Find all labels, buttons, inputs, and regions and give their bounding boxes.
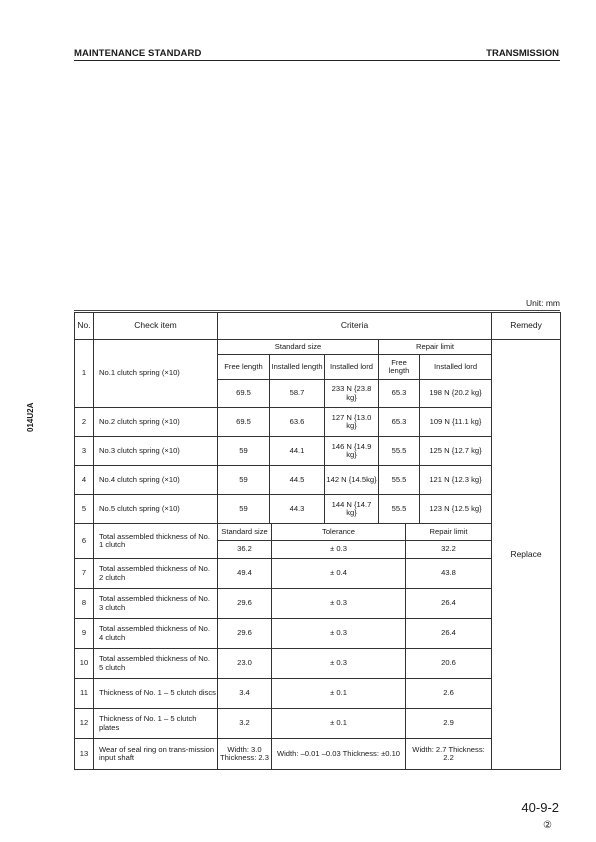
spring-3-rl-load: 125 N {12.7 kg} [420, 437, 492, 466]
row-6-std: 36.2 [218, 541, 272, 559]
rl-installed-lord-label: Installed lord [420, 355, 492, 380]
spring-4-installed-load: 142 N {14.5kg} [325, 466, 379, 495]
row-8-limit: 26.4 [406, 589, 492, 619]
spring-3-item: No.3 clutch spring (×10) [94, 437, 218, 466]
row-13-no: 13 [75, 739, 94, 770]
table-header-row [75, 313, 561, 340]
row-8-std: 29.6 [218, 589, 272, 619]
spring-4-rl-free: 55.5 [379, 466, 420, 495]
spring-3-free: 59 [218, 437, 270, 466]
row-6-limit: 32.2 [406, 541, 492, 559]
spring-3-installed-load: 146 N {14.9 kg} [325, 437, 379, 466]
spring-2-free: 69.5 [218, 408, 270, 437]
row-7-limit: 43.8 [406, 559, 492, 589]
spring-row-3 [75, 437, 561, 466]
spring-2-rl-free: 65.3 [379, 408, 420, 437]
row-10-tol: ± 0.3 [272, 649, 406, 679]
row-11-tol: ± 0.1 [272, 679, 406, 709]
row-9-tol: ± 0.3 [272, 619, 406, 649]
row-12-std: 3.2 [218, 709, 272, 739]
row-9-limit: 26.4 [406, 619, 492, 649]
spring-2-installed-load: 127 N {13.0 kg} [325, 408, 379, 437]
spring-5-rl-free: 55.5 [379, 495, 420, 524]
spring-standard-size-label: Standard size [218, 340, 379, 355]
revision-mark: ② [543, 820, 552, 831]
row-7-tol: ± 0.4 [272, 559, 406, 589]
header-no: No. [75, 313, 94, 340]
spring-1-installed-load: 233 N {23.8 kg} [325, 380, 379, 408]
row-13-tol: Width: –0.01 –0.03 Thickness: ±0.10 [272, 739, 406, 770]
seal-ring-row-13 [75, 739, 561, 770]
thickness-row-9 [75, 619, 561, 649]
thickness-repair-limit-label: Repair limit [406, 524, 492, 541]
spring-5-no: 5 [75, 495, 94, 524]
spring-1-no: 1 [75, 340, 94, 408]
maintenance-standard-table [74, 312, 561, 770]
spring-1-rl-free: 65.3 [379, 380, 420, 408]
spring-1-installed-length: 58.7 [270, 380, 325, 408]
row-9-item: Total assembled thickness of No. 4 clutch [94, 619, 218, 649]
header-chapter-title: TRANSMISSION [486, 48, 559, 59]
spring-1-item: No.1 clutch spring (×10) [94, 340, 218, 408]
spring-5-installed-length: 44.3 [270, 495, 325, 524]
spring-2-item: No.2 clutch spring (×10) [94, 408, 218, 437]
row-7-no: 7 [75, 559, 94, 589]
row-7-std: 49.4 [218, 559, 272, 589]
row-8-item: Total assembled thickness of No. 3 clutch [94, 589, 218, 619]
row-9-no: 9 [75, 619, 94, 649]
row-11-limit: 2.6 [406, 679, 492, 709]
spring-repair-limit-label: Repair limit [379, 340, 492, 355]
spring-4-item: No.4 clutch spring (×10) [94, 466, 218, 495]
spring-3-installed-length: 44.1 [270, 437, 325, 466]
header-section-title: MAINTENANCE STANDARD [74, 48, 202, 59]
thickness-row-12 [75, 709, 561, 739]
row-9-std: 29.6 [218, 619, 272, 649]
side-figure-code: 014U2A [26, 402, 35, 432]
thickness-group-header [75, 524, 561, 541]
row-12-tol: ± 0.1 [272, 709, 406, 739]
spring-5-installed-load: 144 N {14.7 kg} [325, 495, 379, 524]
row-10-no: 10 [75, 649, 94, 679]
row-10-limit: 20.6 [406, 649, 492, 679]
spring-row-2 [75, 408, 561, 437]
free-length-label: Free length [218, 355, 270, 380]
rl-free-length-label: Free length [379, 355, 420, 380]
row-8-no: 8 [75, 589, 94, 619]
spring-row-4 [75, 466, 561, 495]
row-11-std: 3.4 [218, 679, 272, 709]
row-10-std: 23.0 [218, 649, 272, 679]
spring-4-installed-length: 44.5 [270, 466, 325, 495]
spring-1-rl-load: 198 N {20.2 kg} [420, 380, 492, 408]
spring-3-rl-free: 55.5 [379, 437, 420, 466]
row-11-no: 11 [75, 679, 94, 709]
header-remedy: Remedy [492, 313, 561, 340]
row-6-no: 6 [75, 524, 94, 559]
spring-4-no: 4 [75, 466, 94, 495]
spring-1-free: 69.5 [218, 380, 270, 408]
header-criteria: Criteria [218, 313, 492, 340]
spring-4-free: 59 [218, 466, 270, 495]
spring-row-5 [75, 495, 561, 524]
row-10-item: Total assembled thickness of No. 5 clutch [94, 649, 218, 679]
thickness-tolerance-label: Tolerance [272, 524, 406, 541]
remedy-cell: Replace [492, 340, 561, 770]
spring-2-rl-load: 109 N {11.1 kg} [420, 408, 492, 437]
spring-5-free: 59 [218, 495, 270, 524]
spring-5-item: No.5 clutch spring (×10) [94, 495, 218, 524]
thickness-row-10 [75, 649, 561, 679]
row-13-limit: Width: 2.7 Thickness: 2.2 [406, 739, 492, 770]
row-6-item: Total assembled thickness of No. 1 clutch [94, 524, 218, 559]
row-7-item: Total assembled thickness of No. 2 clutch [94, 559, 218, 589]
table-top-rule [74, 310, 560, 311]
spring-3-no: 3 [75, 437, 94, 466]
installed-lord-label: Installed lord [325, 355, 379, 380]
thickness-standard-size-label: Standard size [218, 524, 272, 541]
spring-group-header [75, 340, 561, 355]
thickness-row-11 [75, 679, 561, 709]
spring-5-rl-load: 123 N {12.5 kg} [420, 495, 492, 524]
thickness-row-8 [75, 589, 561, 619]
thickness-row-7 [75, 559, 561, 589]
row-11-item: Thickness of No. 1 – 5 clutch discs [94, 679, 218, 709]
spring-4-rl-load: 121 N {12.3 kg} [420, 466, 492, 495]
row-12-limit: 2.9 [406, 709, 492, 739]
unit-label: Unit: mm [526, 298, 560, 308]
row-6-tol: ± 0.3 [272, 541, 406, 559]
header-rule [74, 60, 560, 61]
installed-length-label: Installed length [270, 355, 325, 380]
row-13-item: Wear of seal ring on trans-mission input shaft [94, 739, 218, 770]
row-12-no: 12 [75, 709, 94, 739]
page-number: 40-9-2 [521, 800, 559, 815]
spring-2-installed-length: 63.6 [270, 408, 325, 437]
row-12-item: Thickness of No. 1 – 5 clutch plates [94, 709, 218, 739]
row-8-tol: ± 0.3 [272, 589, 406, 619]
row-13-std: Width: 3.0 Thickness: 2.3 [218, 739, 272, 770]
header-check-item: Check item [94, 313, 218, 340]
spring-2-no: 2 [75, 408, 94, 437]
